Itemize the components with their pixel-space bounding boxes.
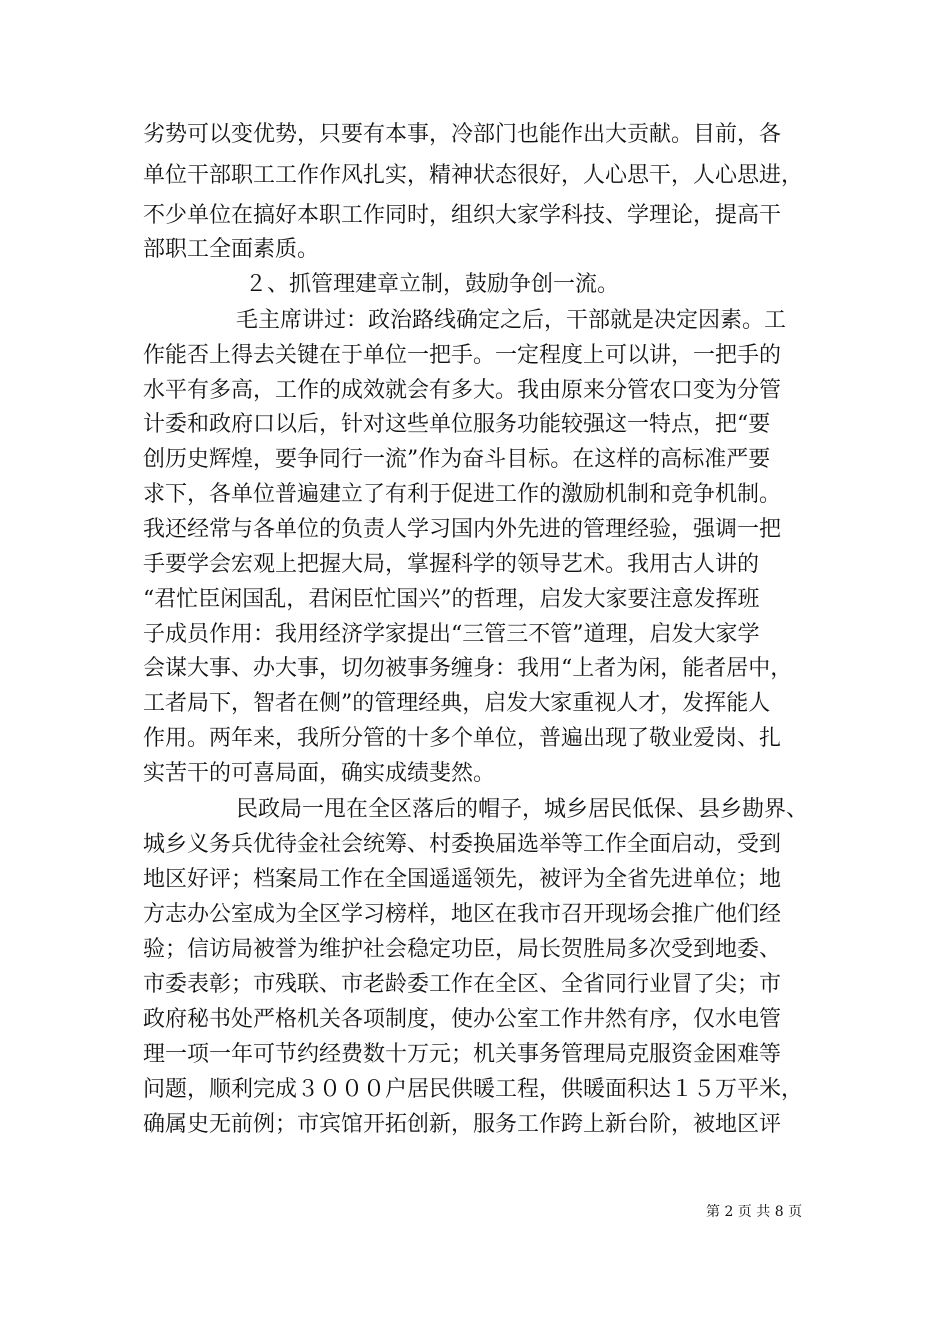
section-heading: ２、抓管理建章立制，鼓励争创一流。 — [245, 272, 620, 297]
text-line: 确属史无前例；市宾馆开拓创新，服务工作跨上新台阶，被地区评 — [143, 1112, 782, 1137]
text-line: 政府秘书处严格机关各项制度，使办公室工作井然有序，仅水电管 — [143, 1007, 782, 1032]
text-line: 创历史辉煌，要争同行一流”作为奋斗目标。在这样的高标准严要 — [143, 447, 771, 472]
text-line: 理一项一年可节约经费数十万元；机关事务管理局克服资金困难等 — [143, 1042, 782, 1067]
text-line: 实苦干的可喜局面，确实成绩斐然。 — [143, 761, 496, 786]
text-line: 水平有多高，工作的成效就会有多大。我由原来分管农口变为分管 — [143, 378, 782, 403]
text-line: 毛主席讲过：政治路线确定之后，干部就是决定因素。工 — [236, 308, 787, 333]
text-line: 部职工全面素质。 — [143, 237, 320, 262]
text-line: 民政局一甩在全区落后的帽子，城乡居民低保、县乡勘界、 — [236, 797, 809, 822]
text-line: 地区好评；档案局工作在全国遥遥领先，被评为全省先进单位；地 — [143, 867, 782, 892]
text-line: 计委和政府口以后，针对这些单位服务功能较强这一特点，把“要 — [143, 412, 771, 437]
text-line: 工者局下，智者在侧”的管理经典，启发大家重视人才，发挥能人 — [143, 691, 771, 716]
text-line: 作用。两年来，我所分管的十多个单位，普遍出现了敬业爱岗、扎 — [143, 726, 782, 751]
text-line: 市委表彰；市残联、市老龄委工作在全区、全省同行业冒了尖；市 — [143, 972, 782, 997]
text-line: 方志办公室成为全区学习榜样，地区在我市召开现场会推广他们经 — [143, 902, 782, 927]
text-line: 作能否上得去关键在于单位一把手。一定程度上可以讲，一把手的 — [143, 343, 782, 368]
text-line: 劣势可以变优势，只要有本事，冷部门也能作出大贡献。目前，各 — [143, 122, 782, 147]
text-line: 问题，顺利完成３０００户居民供暖工程，供暖面积达１５万平米， — [143, 1077, 804, 1102]
text-line: 子成员作用：我用经济学家提出“三管三不管”道理，启发大家学 — [143, 622, 760, 647]
text-line: 单位干部职工工作作风扎实，精神状态很好，人心思干，人心思进， — [143, 163, 804, 188]
text-line: “君忙臣闲国乱，君闲臣忙国兴”的哲理，启发大家要注意发挥班 — [143, 587, 760, 612]
text-line: 不少单位在搞好本职工作同时，组织大家学科技、学理论，提高干 — [143, 203, 782, 228]
text-line: 手要学会宏观上把握大局，掌握科学的领导艺术。我用古人讲的 — [143, 552, 760, 577]
page-number-footer: 第 2 页 共 8 页 — [706, 1204, 803, 1220]
text-line: 我还经常与各单位的负责人学习国内外先进的管理经验，强调一把 — [143, 517, 782, 542]
text-line: 求下，各单位普遍建立了有利于促进工作的激励机制和竞争机制。 — [143, 482, 782, 507]
text-line: 验；信访局被誉为维护社会稳定功臣，局长贺胜局多次受到地委、 — [143, 937, 782, 962]
text-line: 会谋大事、办大事，切勿被事务缠身：我用“上者为闲，能者居中， — [143, 656, 793, 681]
text-line: 城乡义务兵优待金社会统筹、村委换届选举等工作全面启动，受到 — [143, 832, 782, 857]
